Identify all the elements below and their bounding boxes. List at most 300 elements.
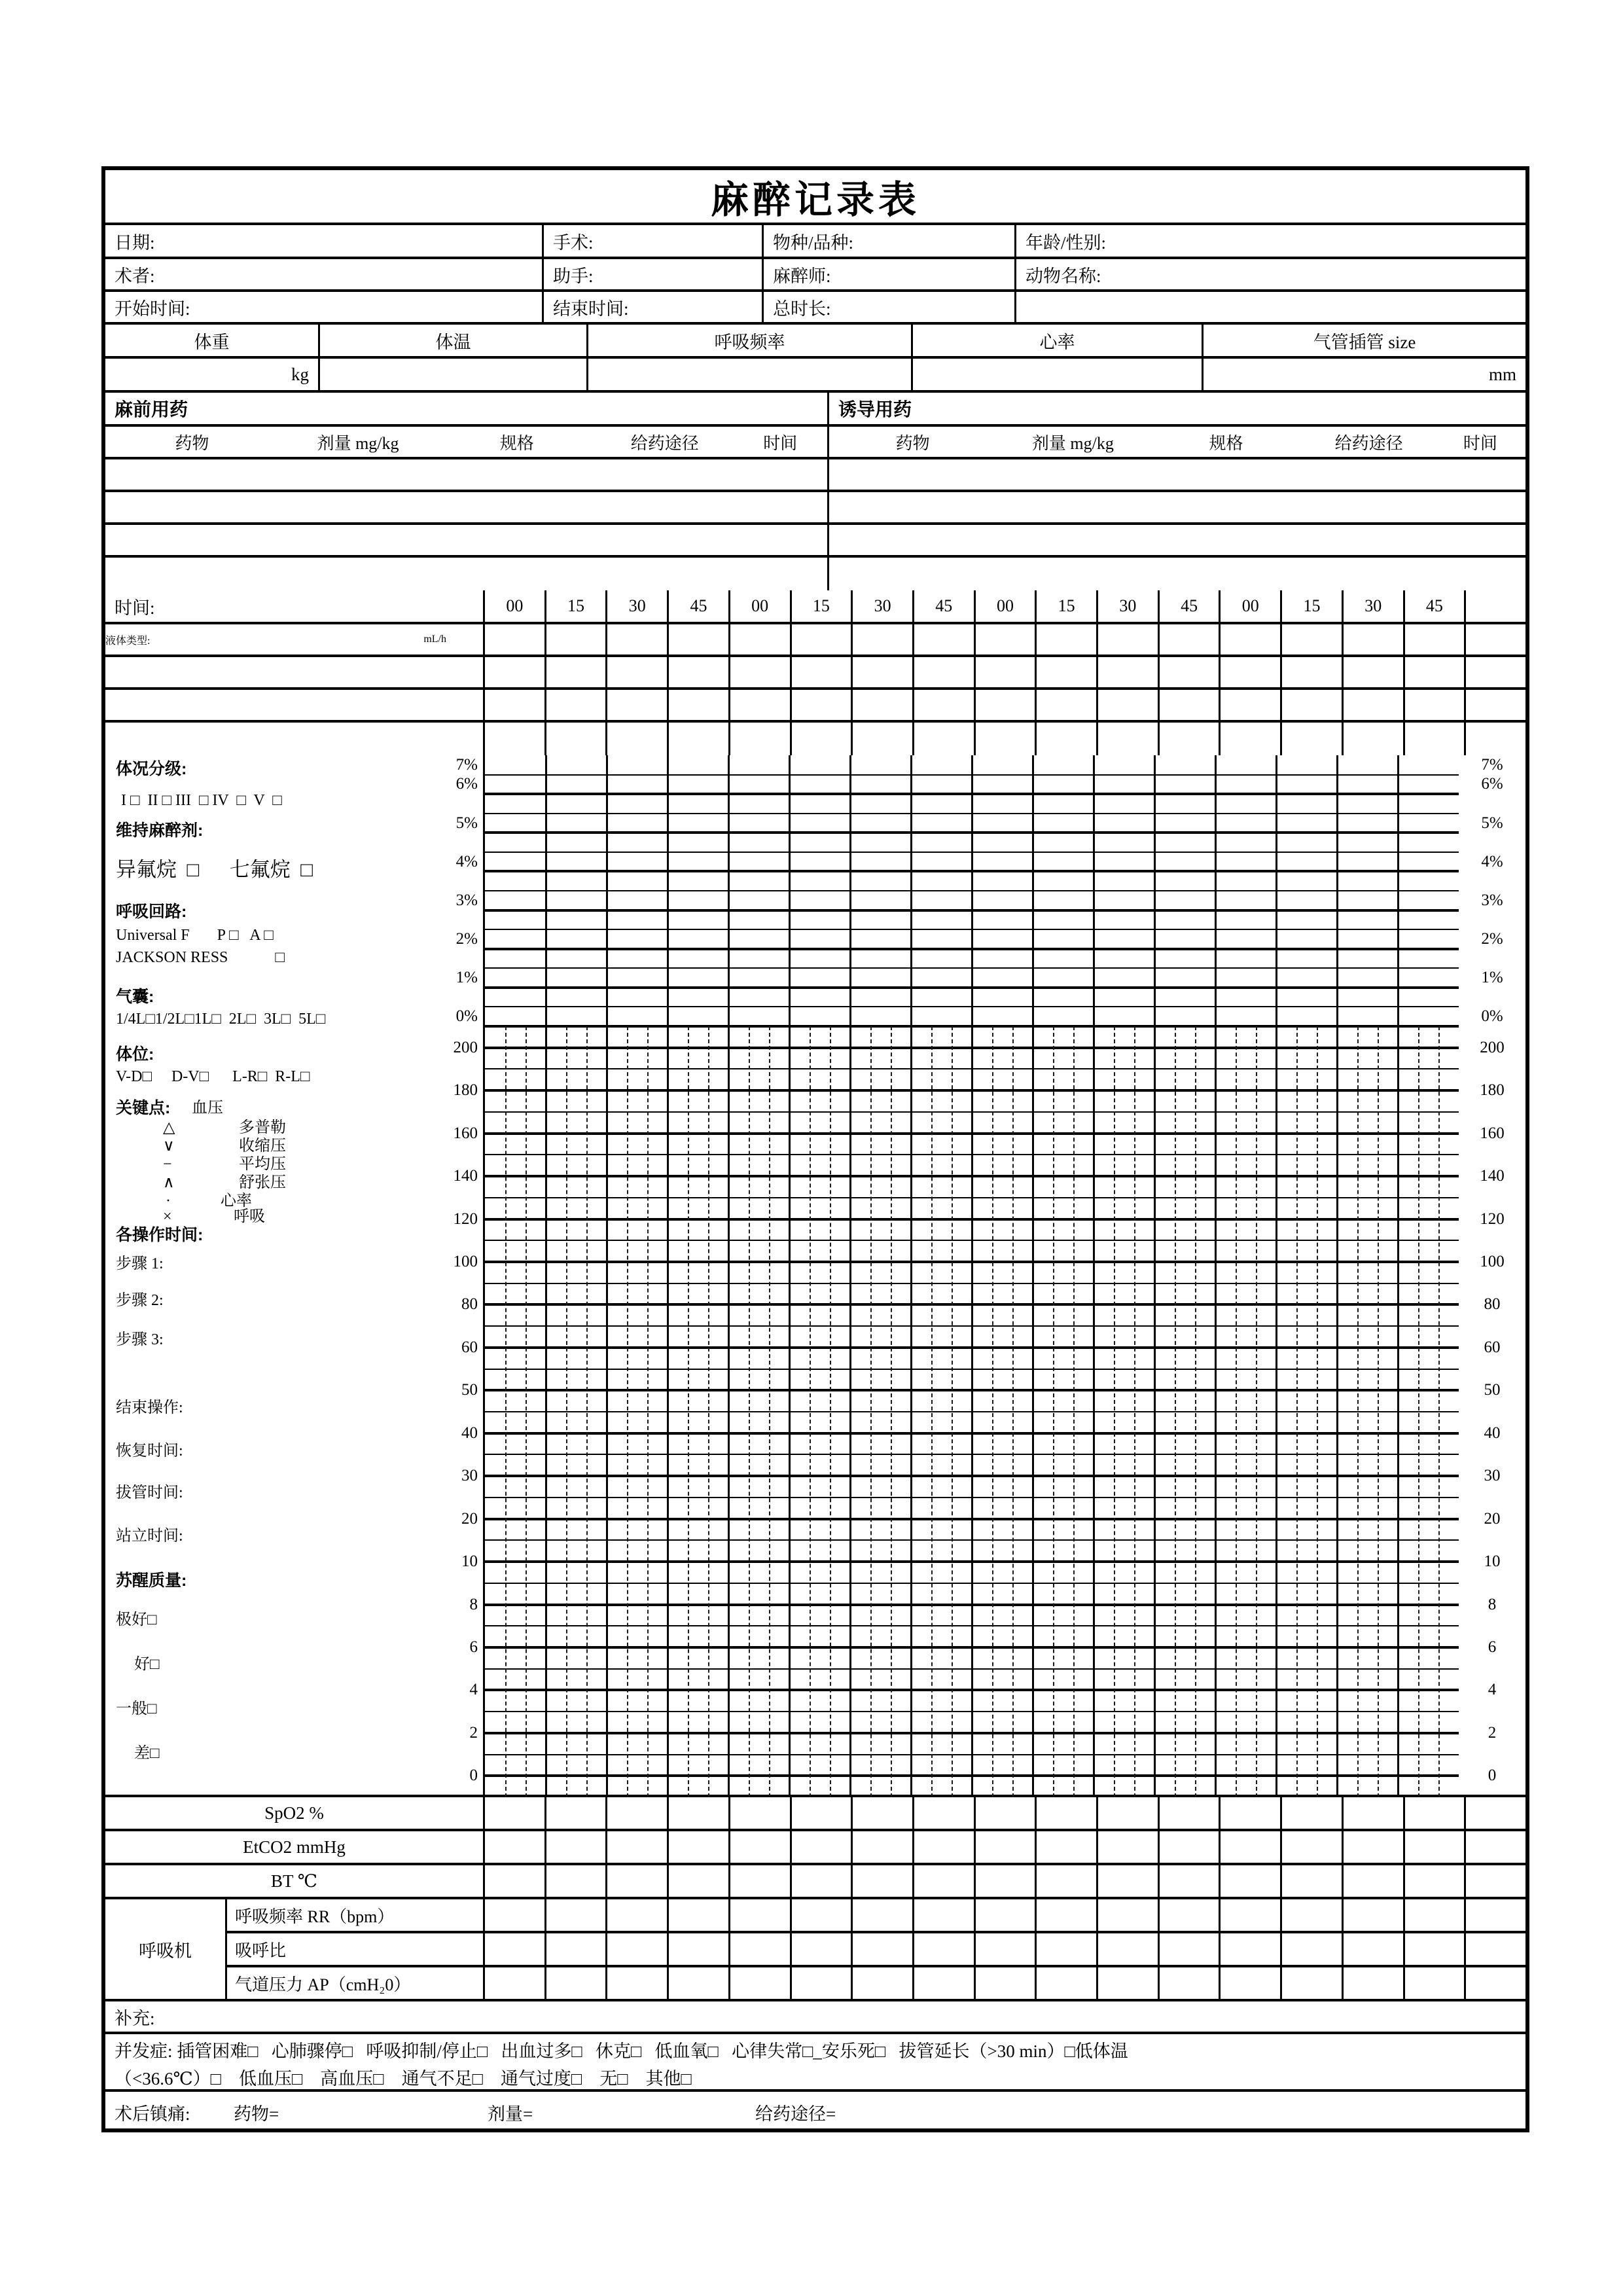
sidebar-checkbox-line[interactable]: I □ II □ III □ IV □ V □ [121,792,282,809]
infusion-cell[interactable] [607,657,669,687]
ventilator-cell[interactable] [976,1899,1037,1931]
premed-entry-cell[interactable] [105,492,829,522]
infusion-cell[interactable] [1282,657,1344,687]
ventilator-cell[interactable] [1037,1933,1098,1965]
infusion-cell[interactable] [914,690,976,720]
premed-title: 麻前用药 [115,399,188,420]
monitor-cell[interactable] [485,1865,546,1897]
ventilator-cell[interactable] [485,1899,546,1931]
ventilator-cell[interactable] [1466,1967,1525,1999]
sidebar-item-label: 步骤 2: [116,1292,164,1309]
infusion-cell[interactable] [607,723,669,755]
ventilator-cell[interactable] [1160,1899,1221,1931]
monitor-cell[interactable] [485,1831,546,1863]
percent-scale-label-left: 6% [455,775,478,793]
fluid-cell[interactable] [607,624,669,655]
infusion-cell[interactable] [1221,690,1282,720]
sidebar-item-label: 步骤 3: [116,1331,164,1348]
infusion-cell[interactable] [1221,723,1282,755]
page-title: 麻醉记录表 [710,179,920,221]
monitor-row-label-cell: SpO2 % [105,1797,485,1829]
infusion-cell[interactable] [730,723,792,755]
time-cell: 30 [853,590,914,622]
ventilator-cell[interactable] [1282,1967,1344,1999]
infusion-cell[interactable] [669,657,730,687]
infusion-cell[interactable] [1160,690,1221,720]
unit-label: mm [1488,364,1516,384]
monitor-cell[interactable] [1344,1831,1405,1863]
sidebar-checkbox-line[interactable]: 极好□ [116,1611,157,1628]
vital-scale-label-left: 50 [461,1381,478,1399]
premed-columns [105,427,829,457]
monitor-cell[interactable] [1282,1865,1344,1897]
infusion-cell[interactable] [1282,690,1344,720]
infusion-cell[interactable] [1344,657,1405,687]
infusion-cell[interactable] [669,723,730,755]
fluid-label-cell[interactable] [105,624,485,655]
sidebar-checkbox-line[interactable]: JACKSON RESS □ [116,949,285,966]
infusion-cell[interactable] [853,657,914,687]
ventilator-cell[interactable] [792,1967,853,1999]
infusion-entry-row [105,657,1525,690]
species-field[interactable] [764,225,1016,257]
ventilator-cell[interactable] [1160,1967,1221,1999]
premed-entry-cell[interactable] [105,459,829,490]
monitor-cell[interactable] [1037,1831,1098,1863]
monitor-cell[interactable] [1282,1797,1344,1829]
monitor-cell[interactable] [1098,1831,1160,1863]
sidebar-item-label: − [163,1156,172,1173]
monitor-cell[interactable] [669,1797,730,1829]
infusion-cell[interactable] [914,657,976,687]
fluid-cell[interactable] [1037,624,1098,655]
monitor-cell[interactable] [669,1831,730,1863]
med-entry-row [105,525,1525,558]
infusion-cell[interactable] [669,690,730,720]
monitor-cell[interactable] [546,1797,608,1829]
induction-entry-cell[interactable] [829,459,1525,490]
monitor-cell[interactable] [607,1865,669,1897]
column-line [849,755,851,1795]
assistant-field[interactable] [544,259,764,289]
infusion-cell[interactable] [1405,690,1467,720]
infusion-cell[interactable] [1466,657,1525,687]
monitor-cell[interactable] [1405,1797,1467,1829]
column-line [910,755,912,1795]
infusion-cell[interactable] [976,723,1037,755]
etco2-row [105,1831,1525,1865]
monitor-cell[interactable] [730,1831,792,1863]
monitor-cell[interactable] [976,1797,1037,1829]
surgeon-field[interactable] [105,259,544,289]
infusion-cell[interactable] [1160,723,1221,755]
monitor-cell[interactable] [1466,1865,1525,1897]
chart-sidebar [105,755,485,1795]
sidebar-item-label: 呼吸 [234,1208,265,1225]
med-column-header: 规格 [1209,433,1243,453]
complications-line-2[interactable]: （<36.6℃）□ 低血压□ 高血压□ 通气不足□ 通气过度□ 无□ 其他□ [115,2069,692,2089]
percent-scale-label-right: 1% [1481,969,1503,987]
surgery-label: 手术: [553,232,594,253]
postop-row [105,2092,1525,2130]
ventilator-cell[interactable] [607,1933,669,1965]
end-time-label: 结束时间: [553,298,629,319]
infusion-label-cell[interactable] [105,690,485,720]
ventilator-cell[interactable] [730,1899,792,1931]
monitor-cell[interactable] [485,1797,546,1829]
infusion-cell[interactable] [1098,657,1160,687]
sidebar-checkbox-line[interactable]: Universal F P □ A □ [116,927,274,944]
sidebar-item-label: 体况分级: [116,760,187,778]
sidebar-item-label: 呼吸回路: [116,903,187,921]
fluid-cell[interactable] [1466,624,1525,655]
infusion-cell[interactable] [485,657,546,687]
infusion-cell[interactable] [546,657,608,687]
infusion-cell[interactable] [1037,657,1098,687]
ventilator-cell[interactable] [1037,1899,1098,1931]
ventilator-cell[interactable] [1282,1933,1344,1965]
induction-entry-cell[interactable] [829,558,1525,590]
ventilator-cell[interactable] [853,1933,914,1965]
sidebar-checkbox-line[interactable]: 1/4L□1/2L□1L□ 2L□ 3L□ 5L□ [116,1011,326,1028]
end-time-field[interactable] [544,292,764,322]
fluid-cell[interactable] [1160,624,1221,655]
column-line [545,755,547,1795]
ventilator-cell[interactable] [1098,1967,1160,1999]
induction-entry-cell[interactable] [829,492,1525,522]
monitor-cell[interactable] [792,1831,853,1863]
sidebar-item-label: ∧ [163,1174,175,1191]
percent-scale-label-right: 6% [1481,775,1503,793]
ventilator-cell[interactable] [853,1899,914,1931]
subdivision-dashed-line [1236,1026,1237,1797]
vitals-unit-cell[interactable] [105,359,320,390]
vitals-unit-cell[interactable] [320,359,588,390]
infusion-cell[interactable] [1098,690,1160,720]
monitor-cell[interactable] [914,1797,976,1829]
ventilator-cell[interactable] [1344,1899,1405,1931]
assistant-label: 助手: [553,266,594,286]
fluid-cell[interactable] [669,624,730,655]
vital-scale-label-left: 60 [461,1338,478,1356]
percent-scale-label-left: 7% [455,755,478,774]
complications-line-1[interactable]: 并发症: 插管困难□ 心肺骤停□ 呼吸抑制/停止□ 出血过多□ 休克□ 低血氧□ 心律失常□_安乐死□ 拔管延长（>30 min）□低体温 [115,2041,1128,2061]
sidebar-item-label: 维持麻醉剂: [116,821,204,840]
monitor-cell[interactable] [1221,1865,1282,1897]
vital-scale-label-left: 4 [469,1681,478,1699]
ventilator-cell[interactable] [1405,1967,1467,1999]
fluid-cell[interactable] [1221,624,1282,655]
column-line [606,755,608,1795]
infusion-cell[interactable] [1098,723,1160,755]
monitor-cell[interactable] [1344,1865,1405,1897]
monitor-cell[interactable] [1282,1831,1344,1863]
infusion-cell[interactable] [1344,690,1405,720]
infusion-cell[interactable] [1037,723,1098,755]
vitals-header-cell [1204,325,1525,356]
percent-scale-label-left: 0% [455,1007,478,1026]
infusion-cell[interactable] [607,690,669,720]
fluid-cell[interactable] [792,624,853,655]
infusion-cell[interactable] [853,723,914,755]
monitor-cell[interactable] [730,1865,792,1897]
infusion-cell[interactable] [1405,723,1467,755]
date-field[interactable] [105,225,544,257]
infusion-cell[interactable] [730,657,792,687]
ventilator-cell[interactable] [792,1899,853,1931]
ventilator-cell[interactable] [976,1933,1037,1965]
anesthetist-field[interactable] [764,259,1016,289]
sidebar-checkbox-line[interactable]: 异氟烷 □ 七氟烷 □ [116,858,313,881]
vital-scale-label-left: 180 [453,1081,478,1100]
med-column-header: 药物 [175,433,209,453]
monitor-cell[interactable] [1405,1865,1467,1897]
monitor-cell[interactable] [792,1865,853,1897]
column-line [971,755,973,1795]
infusion-cell[interactable] [1160,657,1221,687]
infusion-cell[interactable] [546,690,608,720]
infusion-cell[interactable] [792,723,853,755]
ventilator-cell[interactable] [1344,1933,1405,1965]
infusion-cell[interactable] [1466,690,1525,720]
monitor-cell[interactable] [607,1797,669,1829]
monitor-row-label-cell: BT ℃ [105,1865,485,1897]
vital-scale-label-left: 80 [461,1295,478,1314]
vitals-unit-cell[interactable] [588,359,913,390]
ventilator-cell[interactable] [914,1967,976,1999]
ventilator-label-block [105,1899,485,1999]
ventilator-cell[interactable] [730,1967,792,1999]
ventilator-grid-row [485,1899,1525,1933]
monitor-cell[interactable] [546,1831,608,1863]
monitor-cell[interactable] [914,1865,976,1897]
infusion-cell[interactable] [546,723,608,755]
vitals-header-label: 体重 [194,332,230,352]
info-row-1 [105,225,1525,259]
monitor-cell[interactable] [1037,1865,1098,1897]
monitor-cell[interactable] [730,1797,792,1829]
fluid-cell[interactable] [976,624,1037,655]
med-entry-row [105,459,1525,492]
infusion-cell[interactable] [1344,723,1405,755]
med-columns-row [105,427,1525,459]
monitor-cell[interactable] [1466,1797,1525,1829]
monitor-cell[interactable] [546,1865,608,1897]
ventilator-cell[interactable] [607,1899,669,1931]
vital-scale-label-right: 40 [1484,1424,1501,1442]
ventilator-cell[interactable] [1282,1899,1344,1931]
infusion-cell[interactable] [976,657,1037,687]
vital-scale-label-left: 120 [453,1210,478,1228]
fluid-cell[interactable] [1344,624,1405,655]
monitor-cell[interactable] [976,1865,1037,1897]
vital-scale-label-right: 2 [1488,1723,1497,1742]
infusion-label-cell[interactable] [105,723,485,755]
ventilator-cell[interactable] [607,1967,669,1999]
ventilator-cell[interactable] [853,1967,914,1999]
animal-name-field[interactable] [1016,259,1525,289]
ventilator-cell[interactable] [976,1967,1037,1999]
subdivision-dashed-line [952,1026,953,1797]
sidebar-item-label: 体位: [116,1045,154,1064]
med-column-header: 给药途径 [1334,433,1403,453]
start-time-field[interactable] [105,292,544,322]
ventilator-cell[interactable] [1221,1899,1282,1931]
subdivision-dashed-line [1073,1026,1075,1797]
med-column-header: 规格 [499,433,534,453]
infusion-cell[interactable] [1221,657,1282,687]
vital-scale-label-right: 180 [1480,1081,1505,1100]
ventilator-cell[interactable] [1037,1967,1098,1999]
infusion-cell[interactable] [792,657,853,687]
sidebar-item-label: ∨ [163,1138,175,1155]
monitor-cell[interactable] [1466,1831,1525,1863]
monitor-cell[interactable] [853,1831,914,1863]
vital-scale-label-left: 40 [461,1424,478,1442]
chart-grid[interactable] [485,755,1459,1795]
vital-scale-label-right: 6 [1488,1638,1497,1656]
infusion-cell[interactable] [1405,657,1467,687]
time-cell: 45 [1160,590,1221,622]
time-cell: 15 [546,590,608,622]
infusion-label-cell[interactable] [105,657,485,687]
monitor-cell[interactable] [1037,1797,1098,1829]
sidebar-item-label: 心率 [221,1193,252,1210]
percent-scale-label-left: 4% [455,852,478,870]
supplement-label: 补充: [115,2008,155,2028]
ventilator-cell[interactable] [914,1899,976,1931]
ventilator-cell[interactable] [1160,1933,1221,1965]
ventilator-label: 呼吸机 [105,1899,227,1999]
ventilator-cell[interactable] [1098,1899,1160,1931]
monitor-cell[interactable] [1221,1797,1282,1829]
vital-scale-label-right: 0 [1488,1767,1497,1785]
fluid-cell[interactable] [1098,624,1160,655]
fluid-cell[interactable] [853,624,914,655]
vital-scale-label-left: 160 [453,1124,478,1142]
induction-entry-cell[interactable] [829,525,1525,555]
ventilator-cell[interactable] [1466,1933,1525,1965]
postop-dose-field[interactable]: 剂量= [488,2104,533,2124]
ventilator-block [105,1899,1525,2001]
monitor-cell[interactable] [914,1831,976,1863]
monitor-cell[interactable] [853,1797,914,1829]
ventilator-cell[interactable] [669,1933,730,1965]
vital-scale-label-left: 200 [453,1038,478,1056]
monitor-cell[interactable] [1160,1831,1221,1863]
infusion-cell[interactable] [485,690,546,720]
subdivision-dashed-line [1296,1026,1298,1797]
time-cell: 30 [1344,590,1405,622]
ventilator-cell[interactable] [792,1933,853,1965]
time-cell: 00 [485,590,546,622]
postop-route-field[interactable]: 给药途径= [755,2104,836,2124]
surgery-field[interactable] [544,225,764,257]
ventilator-cell[interactable] [914,1933,976,1965]
ventilator-row-label [227,1967,483,1999]
monitor-cell[interactable] [853,1865,914,1897]
ventilator-cell[interactable] [546,1933,608,1965]
ventilator-cell[interactable] [546,1899,608,1931]
ventilator-cell[interactable] [669,1899,730,1931]
monitor-cell[interactable] [1405,1831,1467,1863]
ventilator-cell[interactable] [1221,1967,1282,1999]
ventilator-cell[interactable] [1466,1899,1525,1931]
infusion-cell[interactable] [730,690,792,720]
column-line [1032,755,1034,1795]
postop-drug-field[interactable]: 药物= [234,2104,279,2124]
monitor-cell[interactable] [792,1797,853,1829]
ventilator-cell[interactable] [1344,1967,1405,1999]
infusion-cell[interactable] [792,690,853,720]
sidebar-checkbox-line[interactable]: V-D□ D-V□ L-R□ R-L□ [116,1068,310,1085]
monitor-cell[interactable] [1160,1797,1221,1829]
fluid-cell[interactable] [485,624,546,655]
subdivision-dashed-line [526,1026,527,1797]
monitor-cell[interactable] [1160,1865,1221,1897]
fluid-cell[interactable] [1282,624,1344,655]
ventilator-cell[interactable] [669,1967,730,1999]
infusion-cell[interactable] [1282,723,1344,755]
ventilator-cell[interactable] [546,1967,608,1999]
vitals-header-cell [913,325,1204,356]
monitor-cell[interactable] [607,1831,669,1863]
duration-field[interactable] [764,292,1016,322]
percent-scale-label-right: 4% [1481,852,1503,870]
infusion-cell[interactable] [485,723,546,755]
monitor-cell[interactable] [1344,1797,1405,1829]
info-empty-cell[interactable] [1016,292,1525,322]
infusion-cell[interactable] [1037,690,1098,720]
ventilator-cell[interactable] [1405,1899,1467,1931]
monitor-cell[interactable] [1098,1865,1160,1897]
supplement-row[interactable] [105,2001,1525,2034]
monitor-cell[interactable] [1098,1797,1160,1829]
vitals-unit-cell[interactable] [913,359,1204,390]
fluid-cell[interactable] [730,624,792,655]
sidebar-checkbox-line[interactable]: 好□ [134,1656,160,1673]
vital-scale-label-left: 100 [453,1252,478,1270]
fluid-cell[interactable] [914,624,976,655]
ventilator-cell[interactable] [1221,1933,1282,1965]
time-cell: 00 [976,590,1037,622]
infusion-cell[interactable] [853,690,914,720]
vitals-unit-cell[interactable] [1204,359,1525,390]
fluid-cell[interactable] [546,624,608,655]
sidebar-checkbox-line[interactable]: 一般□ [116,1700,157,1717]
sidebar-item-label: 各操作时间: [116,1226,204,1244]
vitals-header-cell [320,325,588,356]
time-cell: 15 [1037,590,1098,622]
ventilator-cell[interactable] [485,1967,546,1999]
sidebar-item-label: 舒张压 [239,1174,286,1191]
monitor-cell[interactable] [1221,1831,1282,1863]
infusion-cell[interactable] [976,690,1037,720]
monitor-cell[interactable] [976,1831,1037,1863]
ventilator-cell[interactable] [730,1933,792,1965]
sidebar-checkbox-line[interactable]: 差□ [134,1745,160,1762]
ventilator-cell[interactable] [485,1933,546,1965]
infusion-cell[interactable] [914,723,976,755]
premed-entry-cell[interactable] [105,525,829,555]
ventilator-cell[interactable] [1098,1933,1160,1965]
fluid-cell[interactable] [1405,624,1467,655]
premed-entry-cell[interactable] [105,558,829,590]
monitor-cell[interactable] [669,1865,730,1897]
age-sex-field[interactable] [1016,225,1525,257]
infusion-cell[interactable] [1466,723,1525,755]
ventilator-cell[interactable] [1405,1933,1467,1965]
